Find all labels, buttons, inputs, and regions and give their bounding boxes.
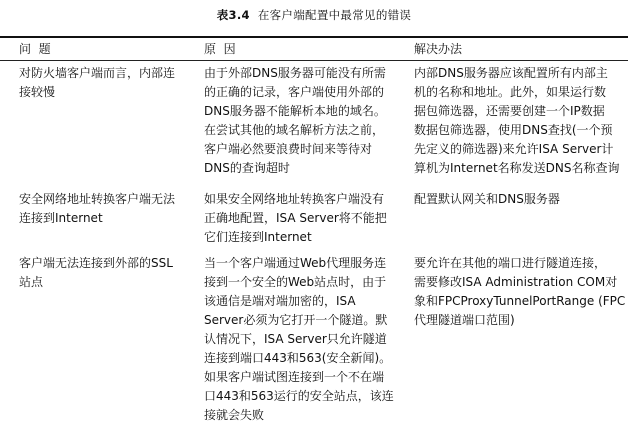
row-3-solution: 要允许在其他的端口进行隧道连接， 需要修改ISA Administration COM对 象和FPCProxyTunnelPortRange (FPC 代理隧道端口范围) [414,256,626,327]
row-1-problem: 对防火墙客户端而言，内部连 接较慢 [19,66,176,99]
top-rule [0,36,628,38]
row-3-problem: 客户端无法连接到外部的SSL 站点 [19,256,173,289]
table-caption [0,7,628,23]
header-rule [0,60,628,61]
row-1-cause: 由于外部DNS服务器可能没有所需 的正确的记录，客户端使用外部的 DNS服务器不能解析本地的域名。 在尝试其他的域名解析方法之前， 客户端必然要浪费时间来等待对 DNS的查询超时 [204,66,386,175]
header-solution: 解决办法 [414,42,463,56]
row-3-cause: 当一个客户端通过Web代理服务连 接到一个安全的Web站点时，由于 该通信是端对端加密的，ISA Server必须为它打开一个隧道。默 认情况下，ISA Server只允许隧道 连接到端口443和563(安全新闻)。 如果客户端试图连接到一个不在端 口443和563运行的安全站点，该连 接就会失败 [204,256,394,422]
row-2-solution: 配置默认网关和DNS服务器 [414,192,560,206]
table-number: 表3.4 [216,8,250,22]
header-problem: 问 题 [19,42,51,56]
header-cause: 原 因 [204,42,236,56]
row-2-cause: 如果安全网络地址转换客户端没有 正确地配置，ISA Server将不能把 它们连接到Internet [204,192,387,244]
table-title: 在客户端配置中最常见的错误 [257,8,412,22]
row-1-solution: 内部DNS服务器应该配置所有内部主 机的名称和地址。此外，如果运行数 据包筛选器，还需要创建一个IP数据 数据包筛选器，使用DNS查找(一个预 先定义的筛选器)来允许ISA Server计 算机为Internet名称发送DNS名称查询 [414,66,620,175]
row-2-problem: 安全网络地址转换客户端无法 连接到Internet [19,192,176,225]
